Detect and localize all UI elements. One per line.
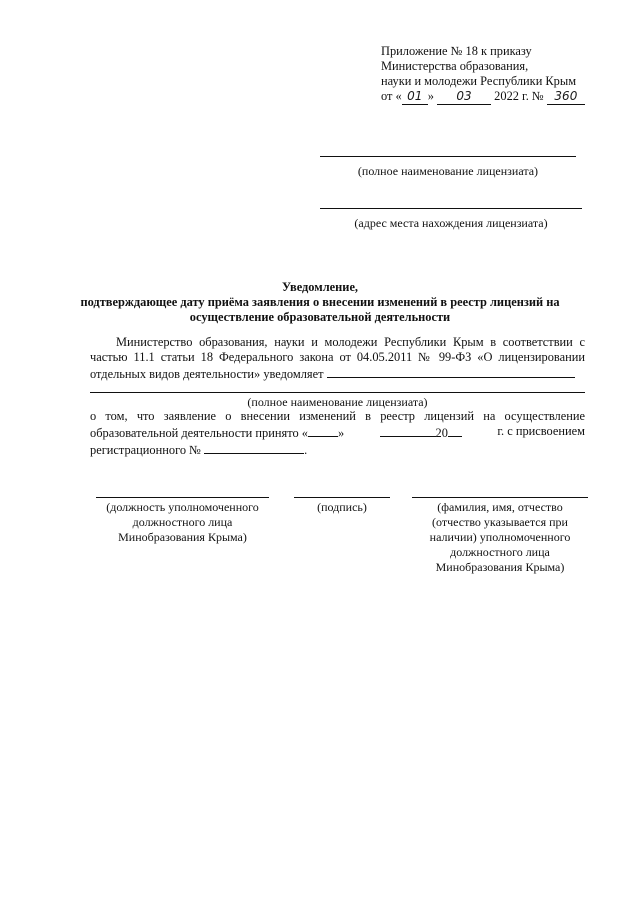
fio-caption: (фамилия, имя, отчество (отчество указывается при наличии) уполномоченного должностного лица Минобразования Крыма) bbox=[429, 500, 571, 574]
signature-caption: (подпись) bbox=[317, 500, 367, 514]
registration-number-blank bbox=[204, 441, 304, 454]
para2-line-3: регистрационного № . bbox=[90, 443, 308, 457]
licensee-address-line bbox=[320, 208, 582, 209]
document-title bbox=[60, 280, 580, 325]
title-line-3: осуществление образовательной деятельности bbox=[189, 310, 451, 324]
header-ot: от « bbox=[381, 89, 402, 103]
header-close-quote: » bbox=[427, 89, 434, 103]
header-year: 2022 г. № bbox=[494, 89, 544, 103]
fio-line bbox=[412, 497, 588, 498]
para2-line-2: образовательной деятельности принято « » 20 г. с присвоением bbox=[90, 424, 585, 440]
para2-line-1: о том, что заявление о внесении изменений в реестр лицензий на осуществление bbox=[90, 409, 585, 423]
licensee-address-caption: (адрес места нахождения лицензиата) bbox=[354, 216, 548, 230]
header-day bbox=[402, 89, 428, 105]
handwritten-month: 03 bbox=[456, 89, 472, 103]
para1-line-3: отдельных видов деятельности» уведомляет bbox=[90, 365, 585, 382]
position-caption: (должность уполномоченного должностного лица Минобразования Крыма) bbox=[106, 500, 259, 544]
acceptance-day-blank bbox=[308, 424, 338, 437]
handwritten-number: 360 bbox=[554, 89, 578, 103]
para1-line-2: частью 11.1 статьи 18 Федерального закона от 04.05.2011 № 99-ФЗ «О лицензировании bbox=[90, 350, 585, 364]
acceptance-year-blank bbox=[448, 424, 462, 437]
body-paragraph-2 bbox=[90, 409, 585, 458]
para1-line-1: Министерство образования, науки и молодежи Республики Крым в соответствии с bbox=[116, 335, 585, 349]
header-line-1: Приложение № 18 к приказу bbox=[381, 44, 532, 58]
notified-entity-blank bbox=[327, 365, 575, 378]
header-month bbox=[437, 89, 491, 105]
header-number bbox=[547, 89, 585, 105]
header-line-3: науки и молодежи Республики Крым bbox=[381, 74, 577, 88]
licensee-fullname-caption: (полное наименование лицензиата) bbox=[247, 395, 428, 409]
licensee-name-caption: (полное наименование лицензиата) bbox=[357, 164, 539, 178]
handwritten-day: 01 bbox=[407, 89, 423, 103]
licensee-name-line bbox=[320, 156, 576, 157]
body-paragraph-1 bbox=[90, 335, 585, 382]
title-line-1: Уведомление, bbox=[281, 280, 359, 294]
position-line bbox=[96, 497, 269, 498]
signature-line bbox=[294, 497, 390, 498]
header-line-2: Министерства образования, bbox=[381, 59, 529, 73]
title-line-2: подтверждающее дату приёма заявления о внесении изменений в реестр лицензий на bbox=[80, 295, 560, 309]
header-date-line bbox=[381, 89, 611, 105]
acceptance-month-blank bbox=[380, 424, 436, 437]
header-block bbox=[381, 44, 611, 105]
licensee-fullname-line bbox=[90, 392, 585, 393]
